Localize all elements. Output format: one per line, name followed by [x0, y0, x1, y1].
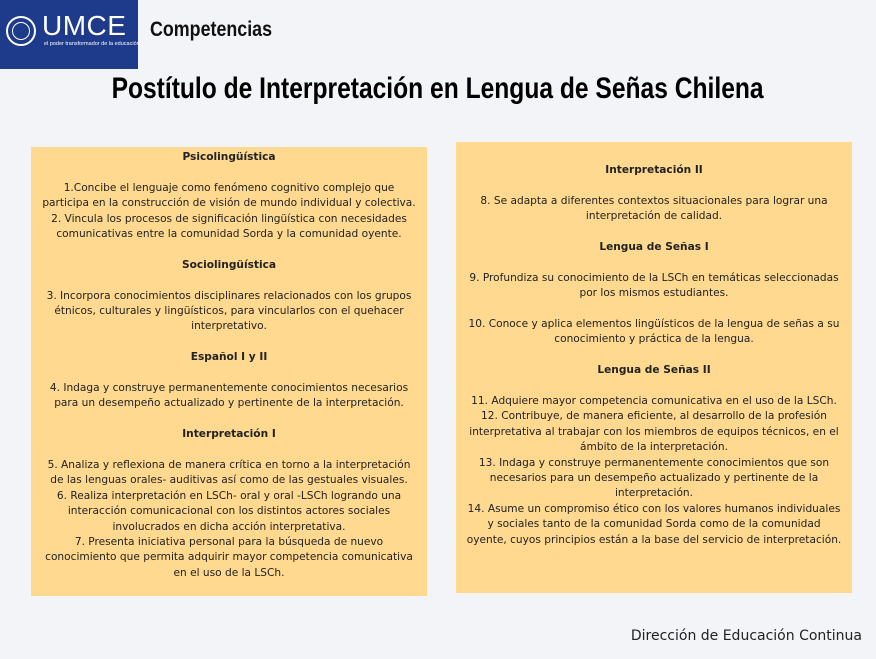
umce-logo [0, 0, 138, 69]
competency-item: 12. Contribuye, de manera eficiente, al desarrollo de la profesión interpretativa al trabajar con los miembros de equipos técnicos, en el ámbito de la interpretación. [469, 410, 839, 454]
section-heading: Interpretación II [605, 164, 703, 176]
competency-item: 5. Analiza y reflexiona de manera crítica en torno a la interpretación de las lenguas orales- auditivas así como de las gestuales visuales. [47, 459, 411, 487]
competency-item: 14. Asume un compromiso ético con los valores humanos individuales y sociales tanto de la comunidad Sorda como de la comunidad oyente, cuyos principios están a la base del servicio de interpretación. [466, 502, 842, 546]
logo-tagline: el poder transformador de la educación [44, 41, 140, 47]
competency-item: 10. Conoce y aplica elementos lingüísticos de la lengua de señas a su conocimiento y práctica de la lengua. [468, 318, 840, 346]
competency-item: 9. Profundiza su conocimiento de la LSCh en temáticas seleccionadas por los mismos estudiantes. [469, 271, 839, 300]
section-heading: Español I y II [190, 351, 268, 364]
section-heading: Psicolingüística [182, 151, 276, 163]
competency-item: 11. Adquiere mayor competencia comunicativa en el uso de la LSCh. [471, 395, 837, 407]
competency-item: 6. Realiza interpretación en LSCh- oral y oral -LSCh logrando una interacción comunicacional con los distintos actores sociales involucrados en dicha acción interpretativa. [56, 489, 402, 533]
section-heading: Sociolingüística [181, 258, 277, 271]
competency-item: 1.Concibe el lenguaje como fenómeno cognitivo complejo que participa en la construcción de visión de mundo individual y colectiva. [42, 181, 416, 210]
competency-item: 7. Presenta iniciativa personal para la búsqueda de nuevo conocimiento que permita adquirir mayor competencia comunicativa en el uso de la LSCh. [45, 536, 413, 579]
competency-item: 13. Indaga y construye permanentemente conocimientos que son necesarios para un desempeño actualizado y pertinente de la interpretación. [478, 456, 830, 500]
competency-item: 3. Incorpora conocimientos disciplinares relacionados con los grupos étnicos, culturales y lingüísticos, para vincularlos con el quehacer interpretativo. [46, 289, 412, 333]
competency-item: 4. Indaga y construye permanentemente conocimientos necesarios para un desempeño actualizado y pertinente de la interpretación. [49, 382, 409, 410]
competency-item: 2. Vincula los procesos de significación lingüística con necesidades comunicativas entre la comunidad Sorda y la comunidad oyente. [51, 212, 407, 241]
section-heading: Lengua de Señas I [599, 241, 709, 253]
competencies-card-right [456, 142, 852, 593]
page-title: Postítulo de Interpretación en Lengua de Señas Chilena [111, 72, 765, 105]
footer-department: Dirección de Educación Continua [630, 628, 862, 644]
section-heading: Interpretación I [182, 428, 276, 441]
logo-name: UMCE [42, 10, 127, 41]
section-heading: Lengua de Señas II [597, 364, 711, 377]
competencies-card-left [31, 147, 427, 596]
university-seal-icon [6, 16, 36, 46]
competency-item: 8. Se adapta a diferentes contextos situacionales para lograr una interpretación de calidad. [480, 194, 828, 223]
section-title: Competencias [150, 18, 273, 41]
